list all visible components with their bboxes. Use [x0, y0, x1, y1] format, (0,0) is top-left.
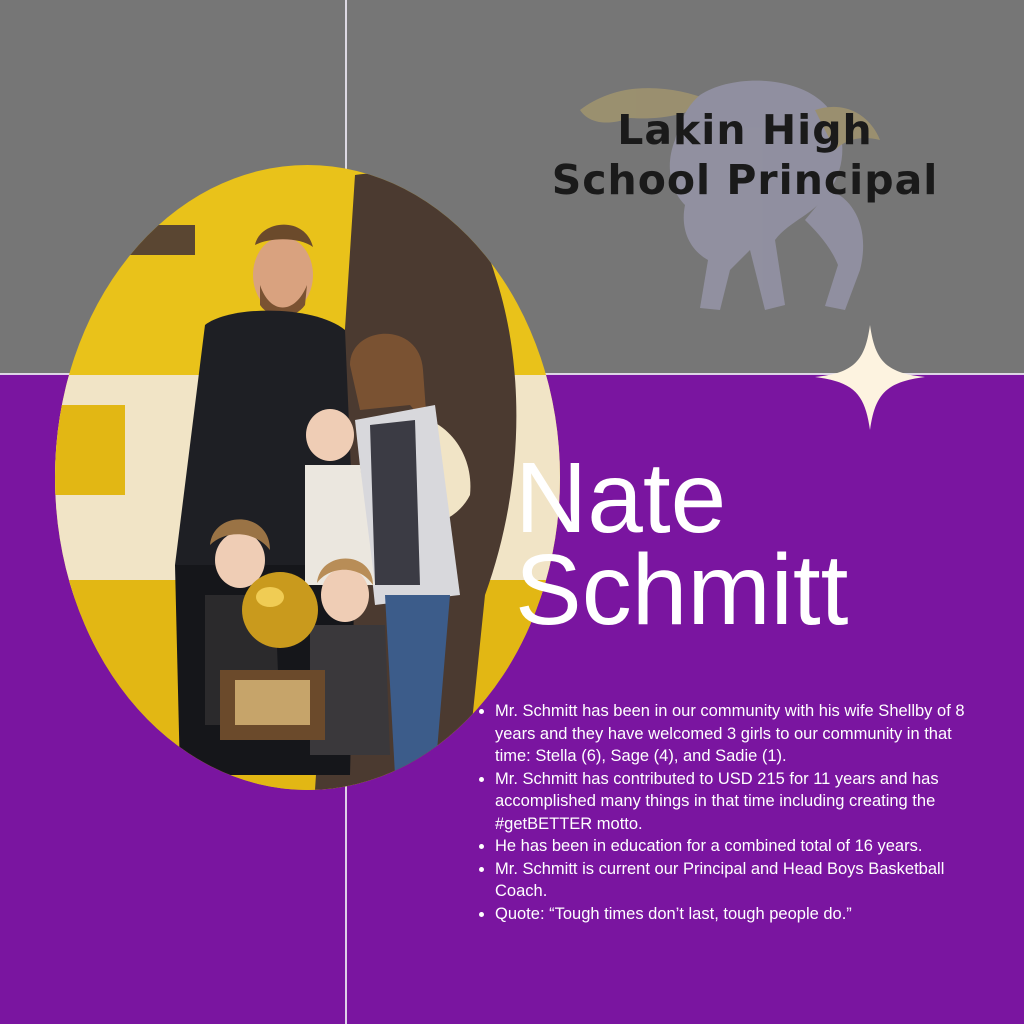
principal-first-name: Nate [515, 442, 727, 554]
list-item: • Mr. Schmitt has been in our community with his wife Shellby of 8 years and they have welcomed 3 girls to our community in that time: Stella (6), Sage (4), and Sadie (1). [495, 700, 965, 768]
fact-list [477, 700, 965, 925]
list-item: • Quote: “Tough times don’t last, tough people do.” [495, 903, 965, 926]
list-item: • Mr. Schmitt has contributed to USD 215 for 11 years and has accomplished many things in that time including creating the #getBETTER motto. [495, 768, 965, 836]
sparkle-icon [815, 325, 925, 430]
principal-last-name: Schmitt [515, 534, 849, 646]
list-item: • He has been in education for a combined total of 16 years. [495, 835, 965, 858]
list-item: • Mr. Schmitt is current our Principal and Head Boys Basketball Coach. [495, 858, 965, 903]
family-photo [55, 165, 560, 790]
principal-name [515, 442, 849, 646]
page-title: Lakin High School Principal [551, 106, 939, 204]
